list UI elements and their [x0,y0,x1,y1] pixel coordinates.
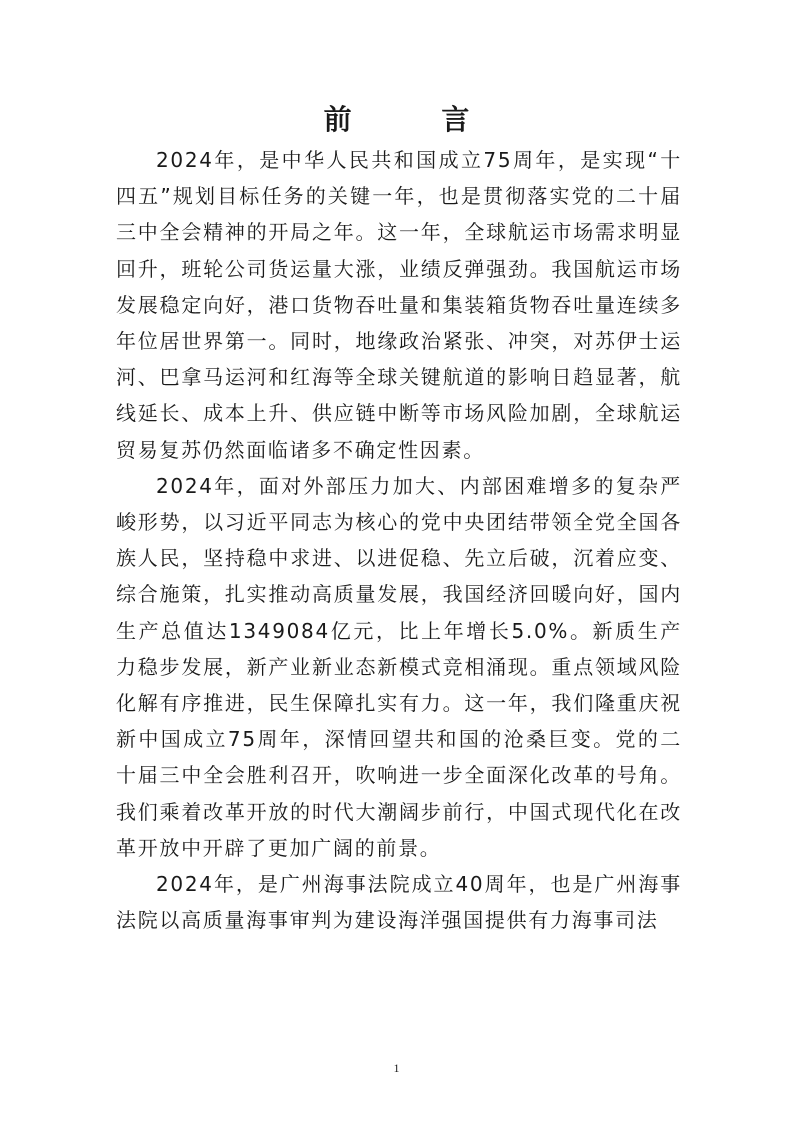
page-title: 前 言 [323,103,510,136]
paragraph-2: 2024年，面对外部压力加大、内部困难增多的复杂严峻形势，以习近平同志为核心的党中央团结带领全党全国各族人民，坚持稳中求进、以进促稳、先立后破，沉着应变、综合施策，扎实推动高质量发展，我国经济回暖向好，国内生产总值达1349084亿元，比上年增长5.0%。新质生产力稳步发展，新产业新业态新模式竞相涌现。重点领域风险化解有序推进，民生保障扎实有力。这一年，我们隆重庆祝新中国成立75周年，深情回望共和国的沧桑巨变。党的二十届三中全会胜利召开，吹响进一步全面深化改革的号角。我们乘着改革开放的时代大潮阔步前行，中国式现代化在改革开放中开辟了更加广阔的前景。 [116,473,682,860]
paragraph-3: 2024年，是广州海事法院成立40周年，也是广州海事法院以高质量海事审判为建设海洋强国提供有力海事司法 [116,872,682,933]
paragraph-1: 2024年，是中华人民共和国成立75周年，是实现“十四五”规划目标任务的关键一年，也是贯彻落实党的二十届三中全会精神的开局之年。这一年，全球航运市场需求明显回升，班轮公司货运量大涨，业绩反弹强劲。我国航运市场发展稳定向好，港口货物吞吐量和集装箱货物吞吐量连续多年位居世界第一。同时，地缘政治紧张、冲突，对苏伊士运河、巴拿马运河和红海等全球关键航道的影响日趋显著，航线延长、成本上升、供应链中断等市场风险加剧，全球航运贸易复苏仍然面临诸多不确定性因素。 [116,148,682,462]
document-body [116,142,682,938]
page-number: 1 [393,1061,400,1075]
